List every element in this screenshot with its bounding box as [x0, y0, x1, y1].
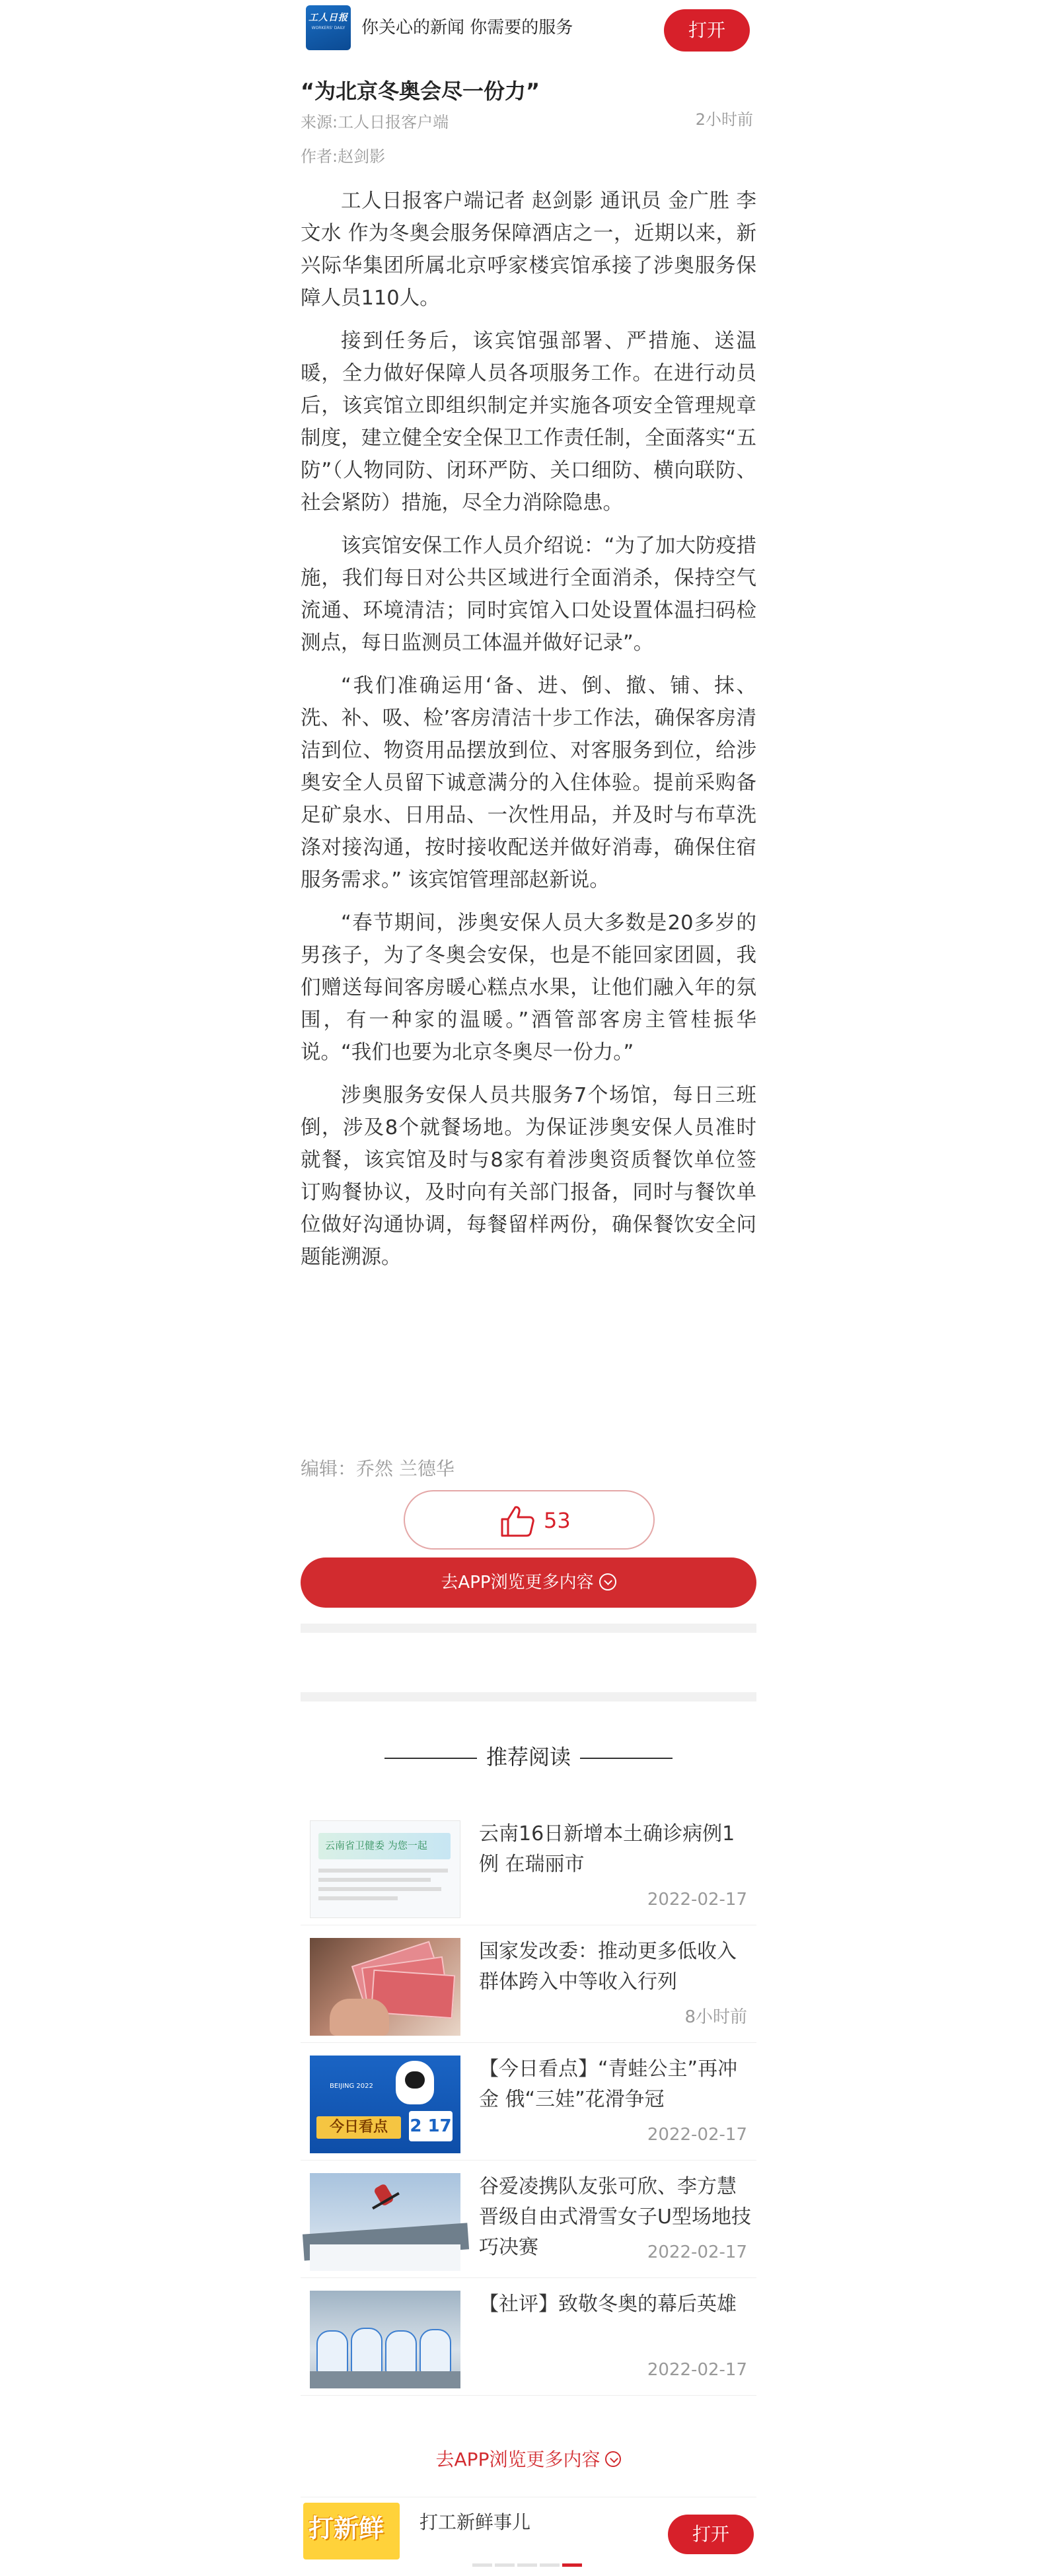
bottom-banner-logo — [303, 2503, 400, 2559]
recommended-item-title: 【社评】致敬冬奥的幕后英雄 — [479, 2293, 737, 2316]
recommended-item-title: 云南16日新增本土确诊病例1例 在瑞丽市 — [479, 1822, 735, 1876]
thumbnail-figurine — [385, 2330, 417, 2375]
like-button[interactable] — [404, 1490, 655, 1550]
carousel-indicator — [472, 2563, 585, 2567]
app-download-banner — [301, 0, 756, 61]
app-logo-subtext: WORKERS' DAILY — [311, 26, 346, 30]
article-paragraph: 该宾馆安保工作人员介绍说：“为了加大防疫措施，我们每日对公共区域进行全面消杀，保持空气流通、环境清洁；同时宾馆入口处设置体温扫码检测点，每日监测员工体温并做好记录”。 — [301, 534, 756, 655]
section-divider — [301, 1624, 756, 1633]
article-source: 来源:工人日报客户端 — [301, 113, 449, 131]
thumbnail-figurine — [316, 2330, 348, 2375]
thumbnail-text-line — [318, 1869, 448, 1873]
thumbnail-figurine — [419, 2329, 451, 2375]
carousel-dot — [540, 2563, 560, 2567]
carousel-dot — [472, 2563, 492, 2567]
recommended-item[interactable] — [301, 2042, 756, 2161]
recommended-item-date: 8小时前 — [684, 2007, 747, 2027]
recommended-item-date: 2022-02-17 — [647, 1890, 747, 1910]
app-tagline: 你关心的新闻 你需要的服务 — [361, 18, 573, 38]
thumbnail-banknotes-image — [310, 1938, 460, 2036]
bottom-open-app-button[interactable]: 打开 — [668, 2515, 754, 2554]
thumbnail-hand — [330, 1999, 389, 2036]
thumbs-up-icon — [499, 1505, 535, 1538]
recommended-item[interactable] — [301, 1925, 756, 2043]
thumbnail-snow — [310, 2244, 460, 2271]
open-in-app-button[interactable] — [301, 1557, 756, 1608]
open-app-button[interactable]: 打开 — [664, 9, 750, 52]
article-paragraph: 接到任务后，该宾馆强部署、严措施、送温暖，全力做好保障人员各项服务工作。在进行动员后，该宾馆立即组织制定并实施各项安全管理规章制度，建立健全安全保卫工作责任制，全面落实“五防”（人物同防、闭环严防、关口细防、横向联防、社会紧防）措施，尽全力消除隐患。 — [301, 330, 756, 515]
recommended-item[interactable] — [301, 1807, 756, 1925]
thumbnail-shelf — [310, 2371, 460, 2388]
chevron-down-circle-icon — [605, 2451, 621, 2467]
article-body — [301, 185, 756, 1284]
recommended-item-title: 国家发改委：推动更多低收入群体跨入中等收入行列 — [479, 1940, 737, 1993]
article-title: “为北京冬奥会尽一份力” — [301, 79, 540, 104]
thumbnail-caption: 今日看点 — [316, 2116, 401, 2139]
article-paragraph: “春节期间，涉奥安保人员大多数是20多岁的男孩子，为了冬奥会安保，也是不能回家团圆，我们赠送每间客房暖心糕点水果，让他们融入年的氛围，有一种家的温暖。”酒管部客房主管桂振华说。“我们也要为北京冬奥尽一份力。” — [301, 912, 756, 1064]
thumbnail-mascot-figurines-image — [310, 2291, 460, 2388]
heading-rule-left — [384, 1758, 477, 1759]
heading-rule-right — [580, 1758, 673, 1759]
recommended-item-title: 谷爱凌携队友张可欣、李方慧晋级自由式滑雪女子U型场地技巧决赛 — [479, 2175, 751, 2259]
thumbnail-text-line — [318, 1896, 398, 1900]
recommended-heading-text: 推荐阅读 — [486, 1744, 571, 1770]
recommended-item-date: 2022-02-17 — [647, 2242, 747, 2262]
article-time: 2小时前 — [695, 110, 753, 129]
article-editor: 编辑：乔然 兰德华 — [301, 1458, 455, 1480]
thumbnail-beijing2022-image — [310, 2056, 460, 2153]
app-logo-text: 工人日报 — [309, 13, 348, 23]
thumbnail-caption: 云南省卫健委 为您一起 — [325, 1840, 427, 1851]
recommended-item[interactable] — [301, 2160, 756, 2278]
thumbnail-date-card: 2 17 — [409, 2111, 453, 2141]
carousel-dot-active — [562, 2563, 582, 2567]
recommended-item[interactable] — [301, 2277, 756, 2396]
thumbnail-mascot-face — [405, 2071, 425, 2089]
open-in-app-label: 去APP浏览更多内容 — [441, 1573, 594, 1592]
recommended-item-title: 【今日看点】“青蛙公主”再冲金 俄“三娃”花滑争冠 — [479, 2057, 738, 2111]
recommended-item-date: 2022-02-17 — [647, 2360, 747, 2380]
bottom-banner-name: 打工新鲜事儿 — [419, 2511, 531, 2533]
like-count: 53 — [544, 1508, 571, 1533]
article-paragraph: 涉奥服务安保人员共服务7个场馆，每日三班倒，涉及8个就餐场地。为保证涉奥安保人员准时就餐，该宾馆及时与8家有着涉奥资质餐饮单位签订购餐协议，及时向有关部门报备，同时与餐饮单位做好沟通协调，每餐留样两份，确保餐饮安全问题能溯源。 — [301, 1084, 756, 1269]
carousel-dot — [495, 2563, 515, 2567]
thumbnail-figurine — [351, 2328, 383, 2375]
article-author: 作者:赵剑影 — [301, 147, 386, 166]
open-in-app-link[interactable] — [301, 2447, 756, 2473]
open-in-app-link-label: 去APP浏览更多内容 — [435, 2449, 601, 2470]
thumbnail-text-line — [318, 1887, 441, 1891]
thumbnail-notice-image — [310, 1820, 460, 1918]
thumbnail-text-line — [318, 1878, 431, 1882]
app-logo — [306, 5, 351, 50]
bottom-app-banner — [301, 2497, 756, 2571]
bottom-banner-logo-text: 打新鲜 — [309, 2514, 384, 2543]
recommended-heading — [301, 1742, 756, 1771]
article-paragraph: 工人日报客户端记者 赵剑影 通讯员 金广胜 李文水 作为冬奥会服务保障酒店之一，近期以来，新兴际华集团所属北京呼家楼宾馆承接了涉奥服务保障人员110人。 — [301, 190, 756, 310]
thumbnail-ski-jump-image — [310, 2173, 460, 2271]
thumbnail-brand-text: BEIJING 2022 — [330, 2083, 373, 2090]
recommended-item-date: 2022-02-17 — [647, 2125, 747, 2145]
section-divider — [301, 1692, 756, 1701]
carousel-dot — [517, 2563, 537, 2567]
article-paragraph: “我们准确运用‘备、进、倒、撤、铺、抹、洗、补、吸、检’客房清洁十步工作法，确保客房清洁到位、物资用品摆放到位、对客服务到位，给涉奥安全人员留下诚意满分的入住体验。提前采购备足矿泉水、日用品、一次性用品，并及时与布草洗涤对接沟通，按时接收配送并做好消毒，确保住宿服务需求。” 该宾馆管理部赵新说。 — [301, 674, 756, 892]
chevron-down-circle-icon — [599, 1573, 616, 1591]
